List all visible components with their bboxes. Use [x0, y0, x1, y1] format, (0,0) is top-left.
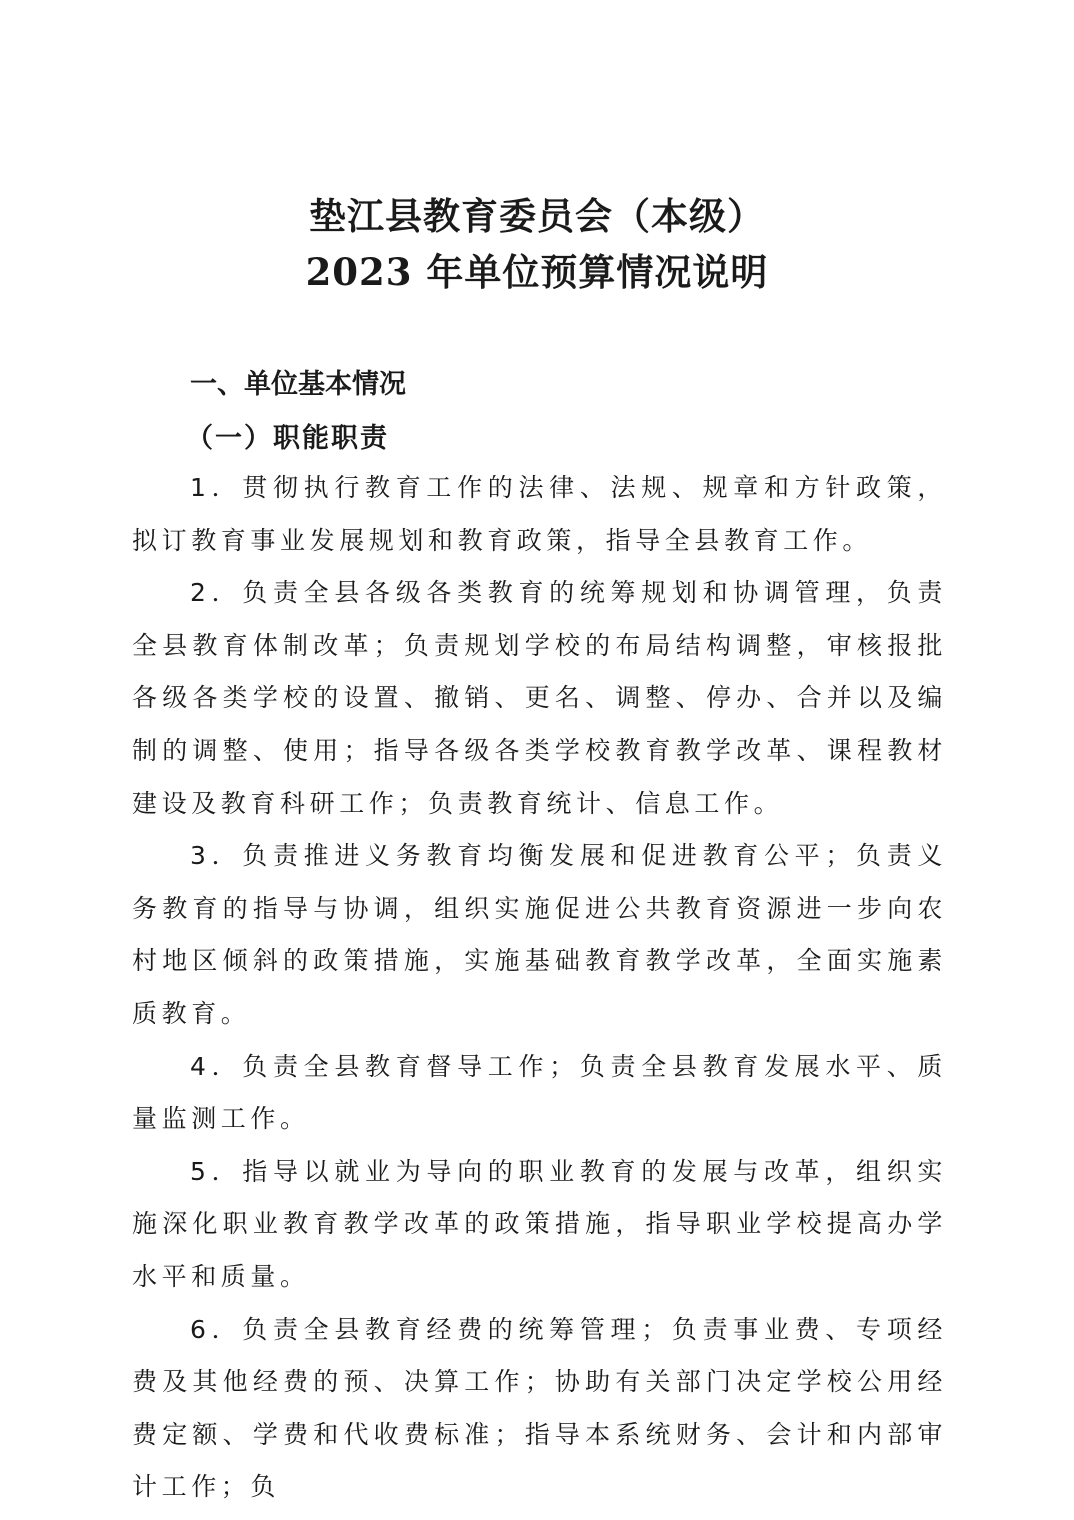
document-title: [0, 188, 1074, 300]
paragraph-5: 5．指导以就业为导向的职业教育的发展与改革，组织实施深化职业教育教学改革的政策措施，指导职业学校提高办学水平和质量。: [132, 1156, 947, 1291]
section-heading: 一、单位基本情况: [190, 369, 406, 400]
paragraph-4: 4．负责全县教育督导工作；负责全县教育发展水平、质量监测工作。: [132, 1051, 947, 1134]
title-line-2: 2023 年单位预算情况说明: [305, 250, 769, 294]
paragraph-6: 6．负责全县教育经费的统筹管理；负责事业费、专项经费及其他经费的预、决算工作；协助有关部门决定学校公用经费定额、学费和代收费标准；指导本系统财务、会计和内部审计工作；负: [132, 1314, 947, 1502]
paragraph-2: 2．负责全县各级各类教育的统筹规划和协调管理，负责全县教育体制改革；负责规划学校的布局结构调整，审核报批各级各类学校的设置、撤销、更名、调整、停办、合并以及编制的调整、使用；指导各级各类学校教育教学改革、课程教材建设及教育科研工作；负责教育统计、信息工作。: [132, 578, 947, 818]
subsection-heading: （一）职能职责: [186, 423, 389, 454]
body-text: [132, 462, 947, 1514]
title-line-1: 垫江县教育委员会（本级）: [309, 194, 765, 238]
paragraph-1: 1．贯彻执行教育工作的法律、法规、规章和方针政策，拟订教育事业发展规划和教育政策，指导全县教育工作。: [132, 473, 947, 555]
paragraph-3: 3．负责推进义务教育均衡发展和促进教育公平；负责义务教育的指导与协调，组织实施促进公共教育资源进一步向农村地区倾斜的政策措施，实施基础教育教学改革，全面实施素质教育。: [132, 841, 947, 1028]
